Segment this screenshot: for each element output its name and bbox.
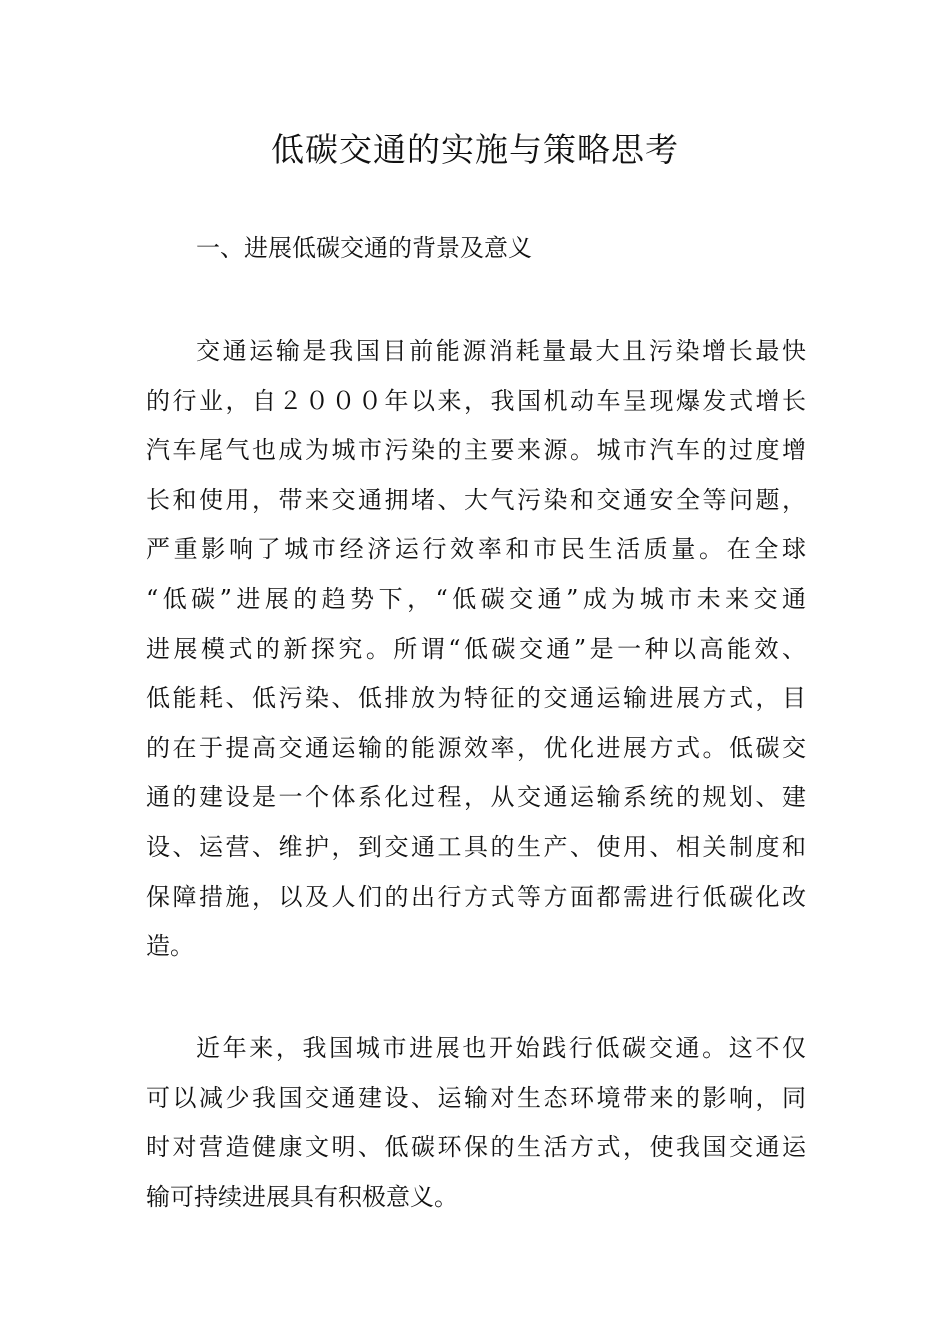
paragraph-line: 汽车尾气也成为城市污染的主要来源。城市汽车的过度增 — [146, 436, 806, 465]
paragraph-line: 保障措施，以及人们的出行方式等方面都需进行低碳化改 — [146, 882, 806, 911]
paragraph-line: 的行业，自２０００年以来，我国机动车呈现爆发式增长 — [146, 386, 806, 415]
paragraph-line: 的在于提高交通运输的能源效率，优化进展方式。低碳交 — [146, 733, 806, 762]
section-heading: 一、进展低碳交通的背景及意义 — [196, 234, 532, 262]
paragraph-line: 近年来，我国城市进展也开始践行低碳交通。这不仅 — [196, 1034, 806, 1062]
paragraph-line: 可以减少我国交通建设、运输对生态环境带来的影响，同 — [146, 1083, 806, 1112]
paragraph-line: 输可持续进展具有积极意义。 — [146, 1182, 458, 1211]
paragraph-line: 严重影响了城市经济运行效率和市民生活质量。在全球 — [146, 535, 806, 564]
document-title: 低碳交通的实施与策略思考 — [271, 130, 679, 169]
paragraph-line: 进展模式的新探究。所谓“低碳交通”是一种以高能效、 — [146, 634, 806, 663]
paragraph-line: 设、运营、维护，到交通工具的生产、使用、相关制度和 — [146, 832, 806, 861]
paragraph-line: 通的建设是一个体系化过程，从交通运输系统的规划、建 — [146, 783, 806, 812]
paragraph-line: 长和使用，带来交通拥堵、大气污染和交通安全等问题， — [146, 485, 806, 514]
paragraph-line: 低能耗、低污染、低排放为特征的交通运输进展方式，目 — [146, 684, 806, 713]
paragraph-1 — [146, 327, 806, 972]
paragraph-line: 时对营造健康文明、低碳环保的生活方式，使我国交通运 — [146, 1133, 806, 1162]
paragraph-line: 造。 — [146, 932, 194, 961]
paragraph-2 — [146, 1024, 806, 1222]
paragraph-line: “低碳”进展的趋势下，“低碳交通”成为城市未来交通 — [146, 584, 806, 613]
paragraph-line: 交通运输是我国目前能源消耗量最大且污染增长最快 — [196, 337, 806, 365]
